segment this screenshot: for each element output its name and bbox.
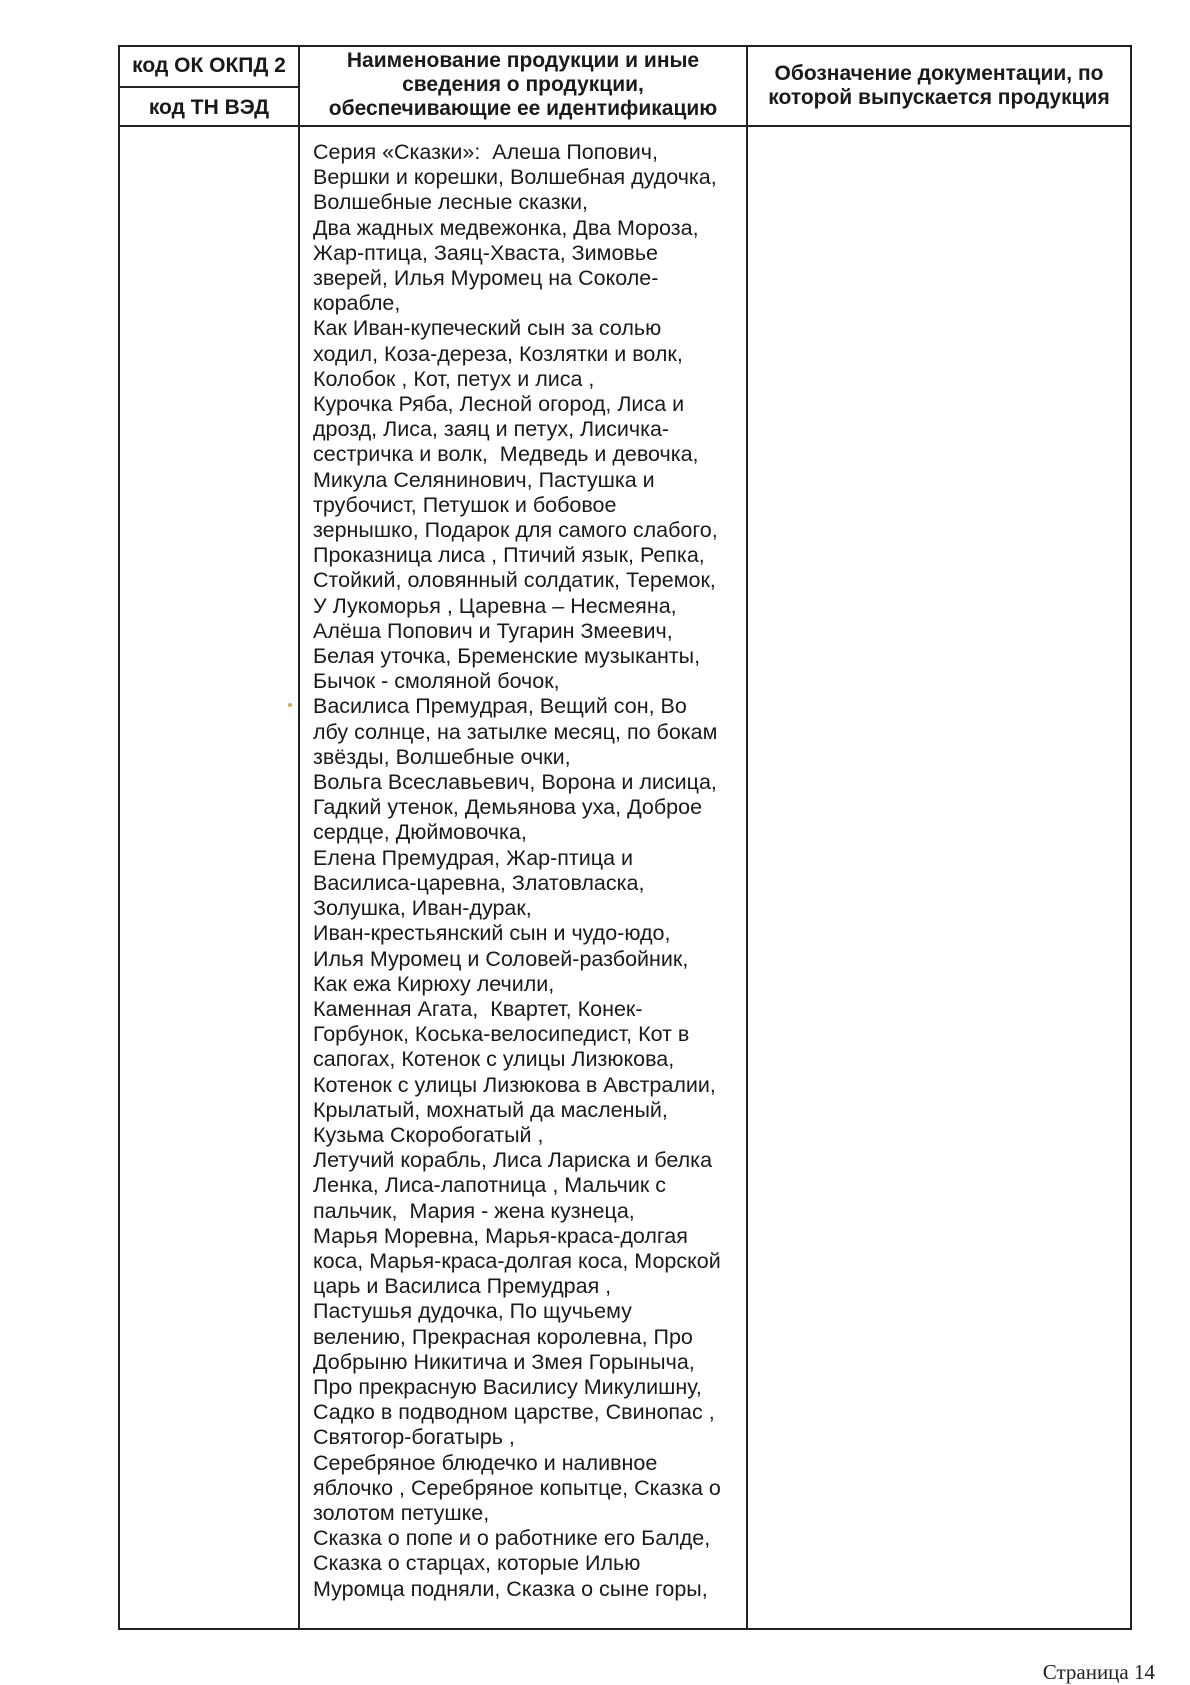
description-line: Илья Муромец и Соловей-разбойник, — [313, 946, 689, 971]
description-line: Стойкий, оловянный солдатик, Теремок, — [313, 568, 716, 593]
description-line: Колобок , Кот, петух и лиса , — [313, 366, 595, 391]
description-line: Проказница лиса , Птичий язык, Репка, — [313, 543, 705, 568]
header-documentation-line: Обозначение документации, по — [774, 62, 1104, 85]
description-line: Летучий корабль, Лиса Лариска и белка — [313, 1148, 713, 1173]
description-line: коса, Марья-краса-долгая коса, Морской — [313, 1248, 721, 1273]
description-line: Елена Премудрая, Жар-птица и — [313, 845, 634, 870]
header-product-name-line: обеспечивающие ее идентификацию — [328, 97, 718, 120]
description-line: Микула Селянинович, Пастушка и — [313, 467, 655, 492]
description-line: Вершки и корешки, Волшебная дудочка, — [313, 165, 717, 190]
page-number: Страница 14 — [1042, 1660, 1155, 1684]
code-cell — [120, 128, 298, 1628]
description-line: Ленка, Лиса-лапотница , Мальчик с — [313, 1173, 667, 1198]
description-line: Алёша Попович и Тугарин Змеевич, — [313, 618, 673, 643]
header-col1-divider — [118, 86, 300, 88]
description-line: Горбунок, Коська-велосипедист, Кот в — [313, 1022, 690, 1047]
description-line: царь и Василиса Премудрая , — [313, 1274, 612, 1299]
description-line: велению, Прекрасная королевна, Про — [313, 1324, 693, 1349]
header-bottom-border — [118, 125, 1132, 127]
description-line: Серия «Сказки»: Алеша Попович, — [313, 140, 658, 164]
description-line: сердце, Дюймовочка, — [313, 820, 527, 845]
description-line: Два жадных медвежонка, Два Мороза, — [313, 215, 699, 240]
description-line: Иван-крестьянский сын и чудо-юдо, — [313, 921, 671, 946]
description-line: пальчик, Мария - жена кузнеца, — [313, 1198, 635, 1223]
header-okpd-code: код ОК ОКПД 2 — [132, 54, 286, 77]
description-line: Курочка Ряба, Лесной огород, Лиса и — [313, 392, 685, 417]
description-line: яблочко , Серебряное копытце, Сказка о — [313, 1475, 721, 1500]
description-line: золотом петушке, — [313, 1500, 490, 1525]
product-description-cell — [313, 140, 743, 1602]
header-product-name-line: Наименование продукции и иные — [346, 49, 700, 72]
header-documentation — [748, 62, 1130, 110]
description-line: Крылатый, мохнатый да масленый, — [313, 1097, 668, 1122]
description-line: Сказка о старцах, которые Илью — [313, 1551, 641, 1576]
description-line: трубочист, Петушок и бобовое — [313, 492, 617, 517]
documentation-cell — [748, 128, 1130, 1628]
description-line: Как Иван-купеческий сын за солью — [313, 316, 662, 341]
description-line: лбу солнце, на затылке месяц, по бокам — [313, 719, 718, 744]
description-line: зернышко, Подарок для самого слабого, — [313, 518, 718, 543]
scan-speck — [288, 703, 292, 707]
description-line: дрозд, Лиса, заяц и петух, Лисичка- — [313, 417, 670, 442]
description-line: Котенок с улицы Лизюкова в Австралии, — [313, 1072, 716, 1097]
description-line: Золушка, Иван-дурак, — [313, 896, 532, 921]
description-line: Вольга Всеславьевич, Ворона и лисица, — [313, 770, 717, 795]
header-documentation-line: которой выпускается продукция — [768, 86, 1110, 109]
header-tnved-code: код ТН ВЭД — [148, 96, 270, 119]
description-line: зверей, Илья Муромец на Соколе- — [313, 266, 659, 291]
description-line: У Лукоморья , Царевна – Несмеяна, — [313, 593, 677, 618]
description-line: Марья Моревна, Марья-краса-долгая — [313, 1223, 688, 1248]
description-line: корабле, — [313, 291, 401, 316]
description-line: Василиса Премудрая, Вещий сон, Во — [313, 694, 687, 719]
table-divider-col1 — [298, 45, 300, 1630]
description-line: сестричка и волк, Медведь и девочка, — [313, 442, 699, 467]
description-line: Гадкий утенок, Демьянова уха, Доброе — [313, 795, 703, 820]
description-line: Сказка о попе и о работнике его Балде, — [313, 1526, 711, 1551]
description-line: Святогор-богатырь , — [313, 1425, 515, 1450]
table-border-right — [1130, 45, 1132, 1630]
description-line: Про прекрасную Василису Микулишну, — [313, 1374, 702, 1399]
description-line: ходил, Коза-дереза, Козлятки и волк, — [313, 341, 683, 366]
description-line: Жар-птица, Заяц-Хваста, Зимовье — [313, 240, 658, 265]
description-line: Садко в подводном царстве, Свинопас , — [313, 1400, 715, 1425]
description-line: Каменная Агата, Квартет, Конек- — [313, 996, 643, 1021]
description-line: Белая уточка, Бременские музыканты, — [313, 644, 701, 669]
header-product-name-line: сведения о продукции, — [402, 73, 644, 96]
description-line: Василиса-царевна, Златовласка, — [313, 870, 645, 895]
description-line: Пастушья дудочка, По щучьему — [313, 1299, 632, 1324]
description-line: Волшебные лесные сказки, — [313, 190, 589, 215]
table-border-bottom — [118, 1628, 1132, 1630]
header-product-name — [300, 49, 746, 121]
description-line: Как ежа Кирюху лечили, — [313, 971, 555, 996]
table-border-top — [118, 45, 1132, 47]
description-line: Добрыню Никитича и Змея Горыныча, — [313, 1349, 695, 1374]
description-line: сапогах, Котенок с улицы Лизюкова, — [313, 1047, 675, 1072]
description-line: Муромца подняли, Сказка о сыне горы, — [313, 1576, 708, 1601]
description-line: звёзды, Волшебные очки, — [313, 744, 571, 769]
description-line: Бычок - смоляной бочок, — [313, 669, 560, 694]
description-line: Кузьма Скоробогатый , — [313, 1122, 544, 1147]
description-line: Серебряное блюдечко и наливное — [313, 1450, 658, 1475]
